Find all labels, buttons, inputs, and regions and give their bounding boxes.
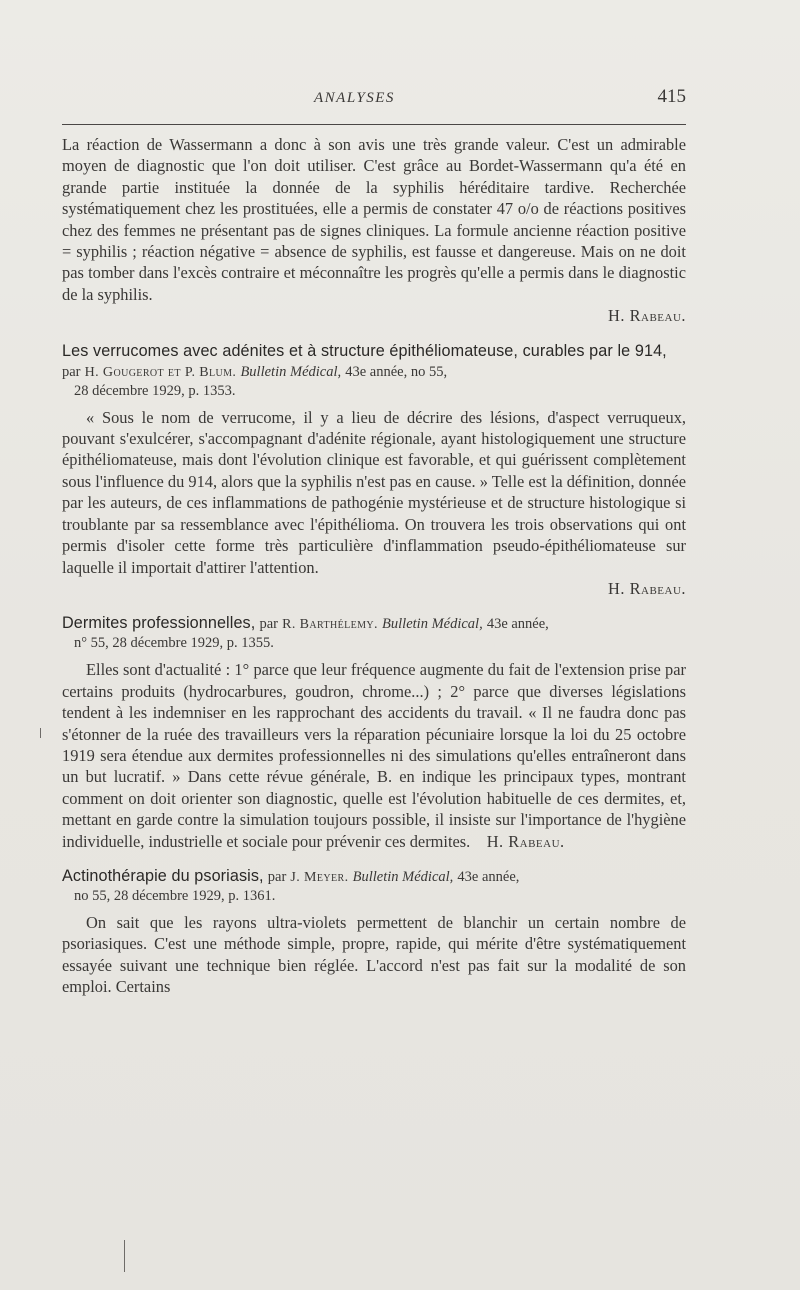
- page-body: [62, 134, 686, 998]
- article-title: Actinothérapie du psoriasis,: [62, 866, 264, 885]
- scan-mark: [40, 728, 41, 738]
- article-body-text: « Sous le nom de verrucome, il y a lieu de décrire des lésions, d'aspect verruqueux, pouvant s'exulcérer, s'accompagnant d'adénite régionale, ayant histologiquement une structure épithéliomateuse, mais dont l'évolution clinique est favorable, et qui guérissent complètement sous l'influence du 914, alors que la syphilis n'est pas en cause. » Telle est la définition, donnée par les auteurs, de ces inflammations de pathogénie mystérieuse et de structure histologique si troublante par sa ressemblance avec l'épithélioma. On trouvera les trois observations qui ont permis d'isoler cette forme très particulière d'inflammation pseudo-épithéliomateuse sur laquelle il importait d'attirer l'attention.: [62, 407, 686, 577]
- paragraph-text: La réaction de Wassermann a donc à son avis une très grande valeur. C'est un admirable moyen de diagnostic que l'on doit utiliser. C'est grâce au Bordet-Wassermann qu'a été en grande partie instituée la donnée de la syphilis héréditaire tardive. Recherchée systématiquement chez les prostituées, elle a permis de constater 47 o/o de réactions positives chez des femmes ne présentant pas de signes cliniques. La formule ancienne réaction positive = syphilis ; réaction négative = absence de syphilis, est fausse et dangereuse. Mais on ne doit pas tomber dans l'excès contraire et méconnaître les progrès qu'elle a permis dans le diagnostic de la syphilis.: [62, 135, 686, 304]
- article-by: par: [62, 363, 81, 380]
- article-details: 43e année,: [486, 616, 549, 633]
- signature-text: H. Rabeau.: [486, 831, 565, 851]
- article-body-text: On sait que les rayons ultra-violets permettent de blanchir un certain nombre de psoriasiques. C'est une méthode simple, propre, rapide, qui mérite d'être systématiquement essayée suivant une technique bien réglée. L'accord n'est pas fait sur la modalité de son emploi. Certains: [62, 912, 686, 997]
- page-number: 415: [657, 86, 686, 107]
- signature-text: H. Rabeau.: [608, 306, 686, 326]
- article-body: [62, 659, 686, 852]
- scan-mark: [124, 1240, 125, 1272]
- article-citation: 28 décembre 1929, p. 1353.: [74, 382, 236, 399]
- article-body: [62, 912, 686, 998]
- article-heading: [62, 866, 686, 906]
- article-by: par: [259, 616, 278, 633]
- article-body: [62, 407, 686, 578]
- article-journal: Bulletin Médical,: [382, 616, 483, 633]
- article-citation: n° 55, 28 décembre 1929, p. 1355.: [74, 635, 274, 652]
- article-title: Les verrucomes avec adénites et à structure épithéliomateuse, curables par le 914,: [62, 341, 667, 360]
- article-journal: Bulletin Médical,: [352, 868, 454, 885]
- article-details: 43e année,: [457, 868, 520, 885]
- signature: [474, 832, 564, 851]
- running-header: [62, 86, 686, 126]
- running-title: ANALYSES: [314, 90, 395, 106]
- signature: [62, 305, 686, 326]
- article-journal: Bulletin Médical,: [240, 363, 342, 380]
- article-by: par: [267, 868, 287, 885]
- article-details: 43e année, no 55,: [345, 363, 448, 380]
- paragraph-continuation: [62, 134, 686, 305]
- article-title: Dermites professionnelles,: [62, 614, 256, 633]
- article-body-text: Elles sont d'actualité : 1° parce que leur fréquence augmente du fait de l'extension prise par certains produits (hydrocarbures, goudron, chrome...) ; 2° parce que diverses législations tendent à les indemniser en les rapprochant des accidents du travail. « Il ne faudra donc pas s'étonner de la ruée des travailleurs vers la réparation pécuniaire lorsque la loi du 25 octobre 1919 sera étendue aux dermites professionnelles ni des simulations qu'elles entraîneront dans un but lucratif. » Dans cette révue générale, B. en indique les principaux types, montrant comment on doit orienter son diagnostic, quelle est l'évolution habituelle de ces dermites, et, mettant en garde contre la simulation toujours possible, il insiste sur l'importance de l'hygiène individuelle, industrielle et sociale pour prévenir ces dermites.: [62, 660, 686, 851]
- header-rule: [62, 124, 686, 125]
- article-citation: no 55, 28 décembre 1929, p. 1361.: [74, 887, 276, 904]
- signature-text: H. Rabeau.: [608, 578, 686, 598]
- signature: [62, 578, 686, 599]
- article-heading: [62, 341, 686, 401]
- article-authors: J. Meyer.: [290, 869, 349, 885]
- article-authors: R. Barthélemy.: [282, 617, 378, 633]
- article-heading: [62, 613, 686, 653]
- article-authors: H. Gougerot et P. Blum.: [84, 364, 237, 380]
